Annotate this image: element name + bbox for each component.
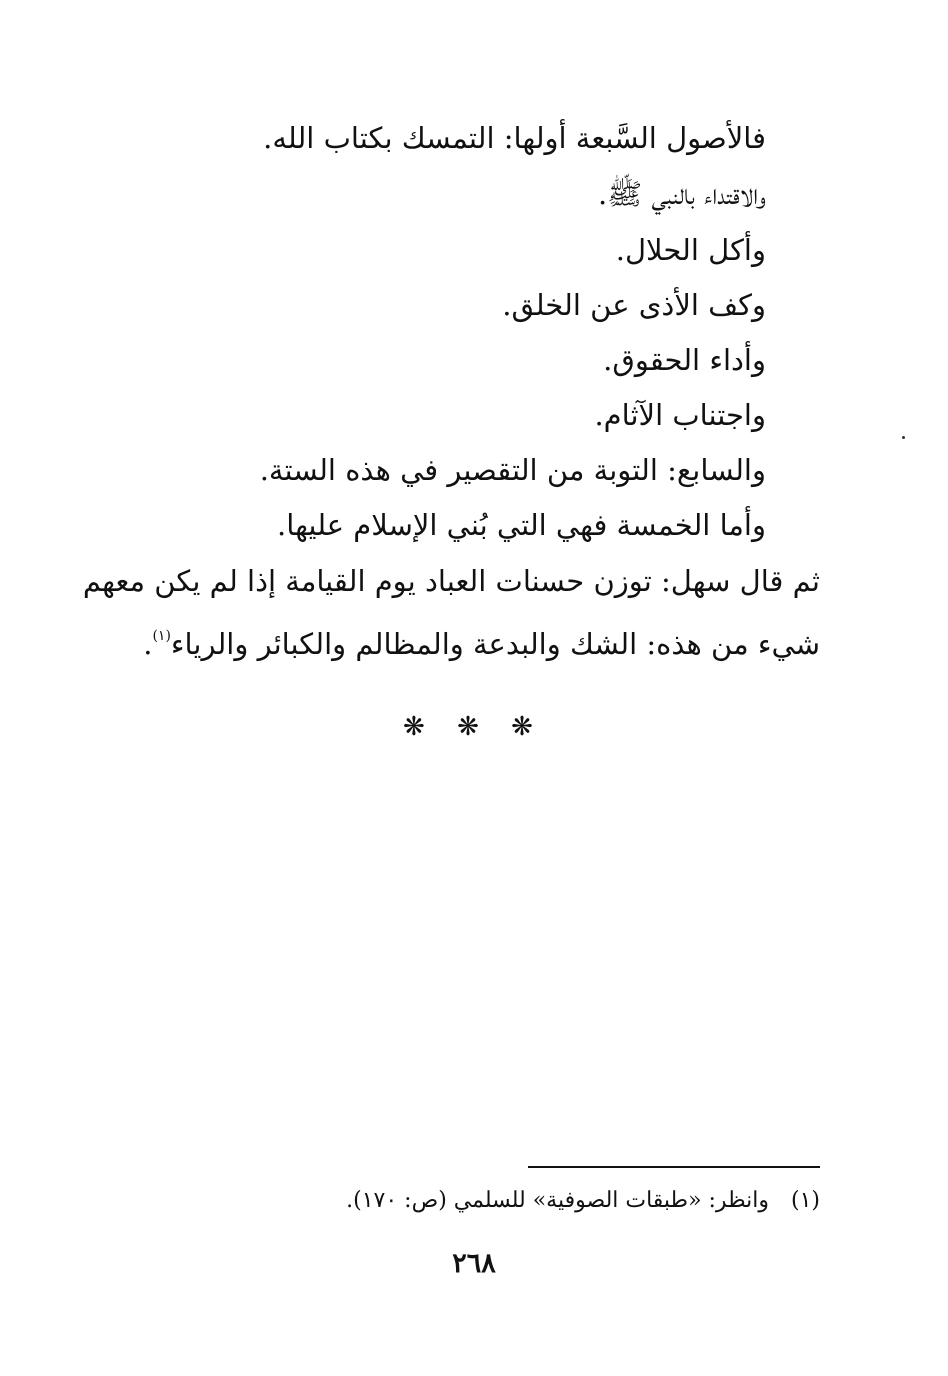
footnote [346,1184,820,1218]
section-separator: ❋ ❋ ❋ [403,712,545,742]
body-line-10-text: شيء من هذه: الشك والبدعة والمظالم والكبائر والرياء [170,627,820,661]
footnote-divider [528,1166,820,1168]
scan-speck [902,436,905,439]
body-line-5: وأداء الحقوق. [603,343,766,377]
page-number: ٢٦٨ [452,1248,496,1279]
body-line-4: وكف الأذى عن الخلق. [502,288,766,322]
body-line-10 [143,616,820,664]
body-line-2: والاقتداء بالنبي ﷺ. [597,177,766,211]
body-line-3: وأكل الحلال. [615,233,766,267]
body-line-1: فالأصول السَّبعة أولها: التمسك بكتاب الله. [263,121,766,155]
body-line-9: ثم قال سهل: توزن حسنات العباد يوم القيامة إذا لم يكن معهم [82,564,820,598]
body-line-8: وأما الخمسة فهي التي بُني الإسلام عليها. [277,508,766,542]
footnote-text: وانظر: «طبقات الصوفية» للسلمي (ص: ١٧٠). [346,1188,769,1213]
body-line-10-end: . [143,627,153,661]
footnote-number: (١) [790,1188,820,1213]
body-line-6: واجتناب الآثام. [594,398,766,432]
footnote-marker: (١) [152,628,171,644]
body-line-7: والسابع: التوبة من التقصير في هذه الستة. [259,453,766,487]
